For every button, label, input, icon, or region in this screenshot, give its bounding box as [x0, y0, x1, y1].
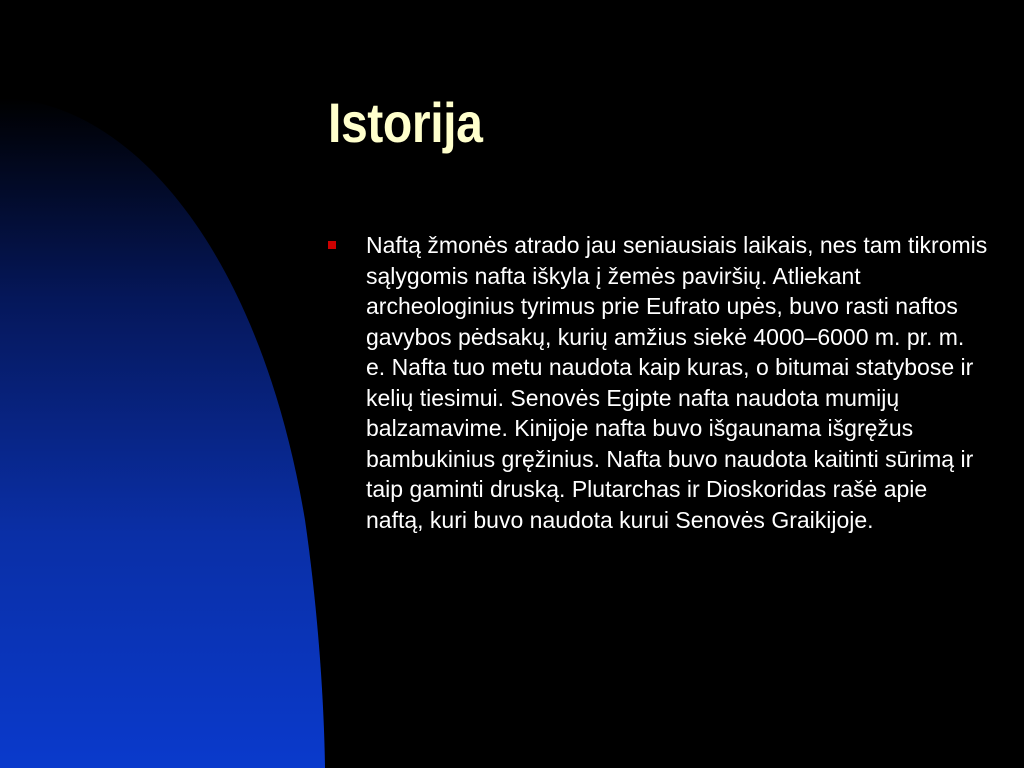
blue-arc-shape	[0, 98, 325, 768]
bullet-list	[328, 230, 988, 535]
bullet-text: Naftą žmonės atrado jau seniausiais laikais, nes tam tikromis sąlygomis nafta iškyla į žemės paviršių. Atliekant archeologinius tyrimus prie Eufrato upės, buvo rasti naftos gavybos pėdsakų, kurių amžius siekė 4000–6000 m. pr. m. e. Nafta tuo metu naudota kaip kuras, o bitumai statybose ir kelių tiesimui. Senovės Egipte nafta naudota mumijų balzamavime. Kinijoje nafta buvo išgaunama išgręžus bambukinius gręžinius. Nafta buvo naudota kaitinti sūrimą ir taip gaminti druską. Plutarchas ir Dioskoridas rašė apie naftą, kuri buvo naudota kurui Senovės Graikijoje.	[366, 232, 988, 533]
slide-title: Istorija	[328, 91, 483, 154]
list-item	[328, 230, 988, 535]
square-bullet-icon	[328, 241, 336, 249]
